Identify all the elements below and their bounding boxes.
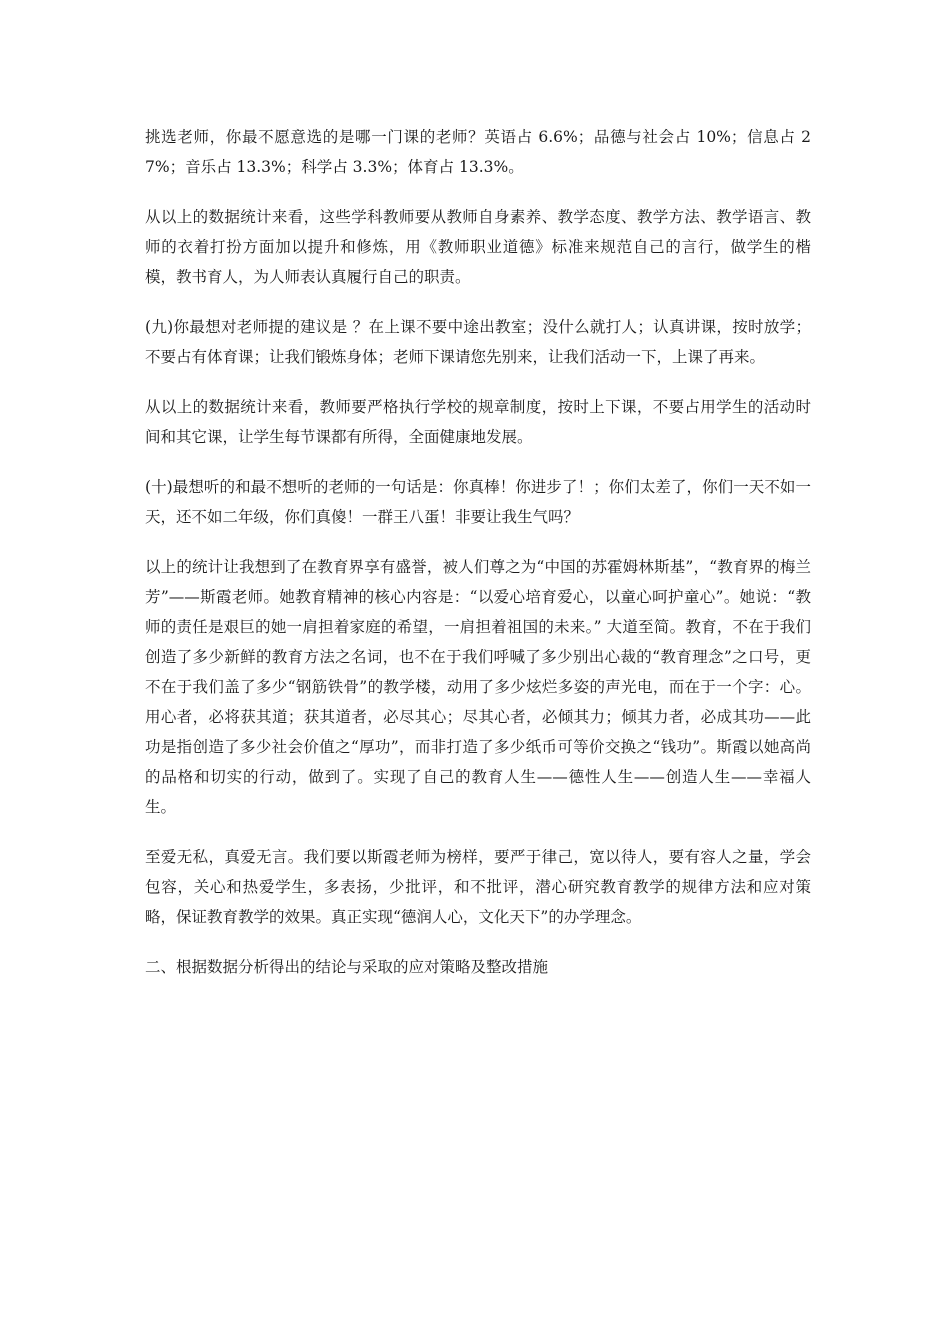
paragraph-conclusion: 至爱无私，真爱无言。我们要以斯霞老师为榜样，要严于律己，宽以待人，要有容人之量，学会包容，关心和热爱学生，多表扬，少批评，和不批评，潜心研究教育教学的规律方法和应对策略，保证教育教学的效果。真正实现“德润人心，文化天下”的办学理念。 bbox=[145, 848, 811, 926]
paragraph-analysis-school-rules: 从以上的数据统计来看，教师要严格执行学校的规章制度，按时上下课，不要占用学生的活动时间和其它课，让学生每节课都有所得，全面健康地发展。 bbox=[145, 398, 811, 446]
paragraph-question-nine-suggestions: (九)你最想对老师提的建议是 ？在上课不要中途出教室；没什么就打人；认真讲课，按时放学；不要占有体育课；让我们锻炼身体；老师下课请您先别来，让我们活动一下，上课了再来。 bbox=[145, 318, 811, 366]
section-heading-two: 二、根据数据分析得出的结论与采取的应对策略及整改措施 bbox=[145, 958, 549, 976]
paragraph-teacher-choice-stats: 挑选老师，你最不愿意选的是哪一门课的老师？英语占 6.6%；品德与社会占 10%；信息占 27%；音乐占 13.3%；科学占 3.3%；体育占 13.3%。 bbox=[145, 128, 811, 176]
paragraph-analysis-teacher-quality: 从以上的数据统计来看，这些学科教师要从教师自身素养、教学态度、教学方法、教学语言、教师的衣着打扮方面加以提升和修炼，用《教师职业道德》标准来规范自己的言行，做学生的楷模，教书育人，为人师表认真履行自己的职责。 bbox=[145, 208, 811, 286]
document-body bbox=[145, 122, 811, 982]
paragraph-question-ten-phrases: (十)最想听的和最不想听的老师的一句话是：你真棒！你进步了！；你们太差了，你们一天不如一天，还不如二年级，你们真傻！一群王八蛋！非要让我生气吗？ bbox=[145, 478, 811, 526]
paragraph-sixia-teacher: 以上的统计让我想到了在教育界享有盛誉，被人们尊之为“中国的苏霍姆林斯基”，“教育界的梅兰芳”——斯霞老师。她教育精神的核心内容是：“以爱心培育爱心，以童心呵护童心”。她说：“教师的责任是艰巨的她一肩担着家庭的希望，一肩担着祖国的未来。” 大道至简。教育，不在于我们创造了多少新鲜的教育方法之名词，也不在于我们呼喊了多少别出心裁的“教育理念”之口号，更不在于我们盖了多少“钢筋铁骨”的教学楼，动用了多少炫烂多姿的声光电，而在于一个字：心。用心者，必将获其道；获其道者，必尽其心；尽其心者，必倾其力；倾其力者，必成其功——此功是指创造了多少社会价值之“厚功”，而非打造了多少纸币可等价交换之“钱功”。斯霞以她高尚的品格和切实的行动，做到了。实现了自己的教育人生——德性人生——创造人生——幸福人生。 bbox=[145, 558, 811, 816]
